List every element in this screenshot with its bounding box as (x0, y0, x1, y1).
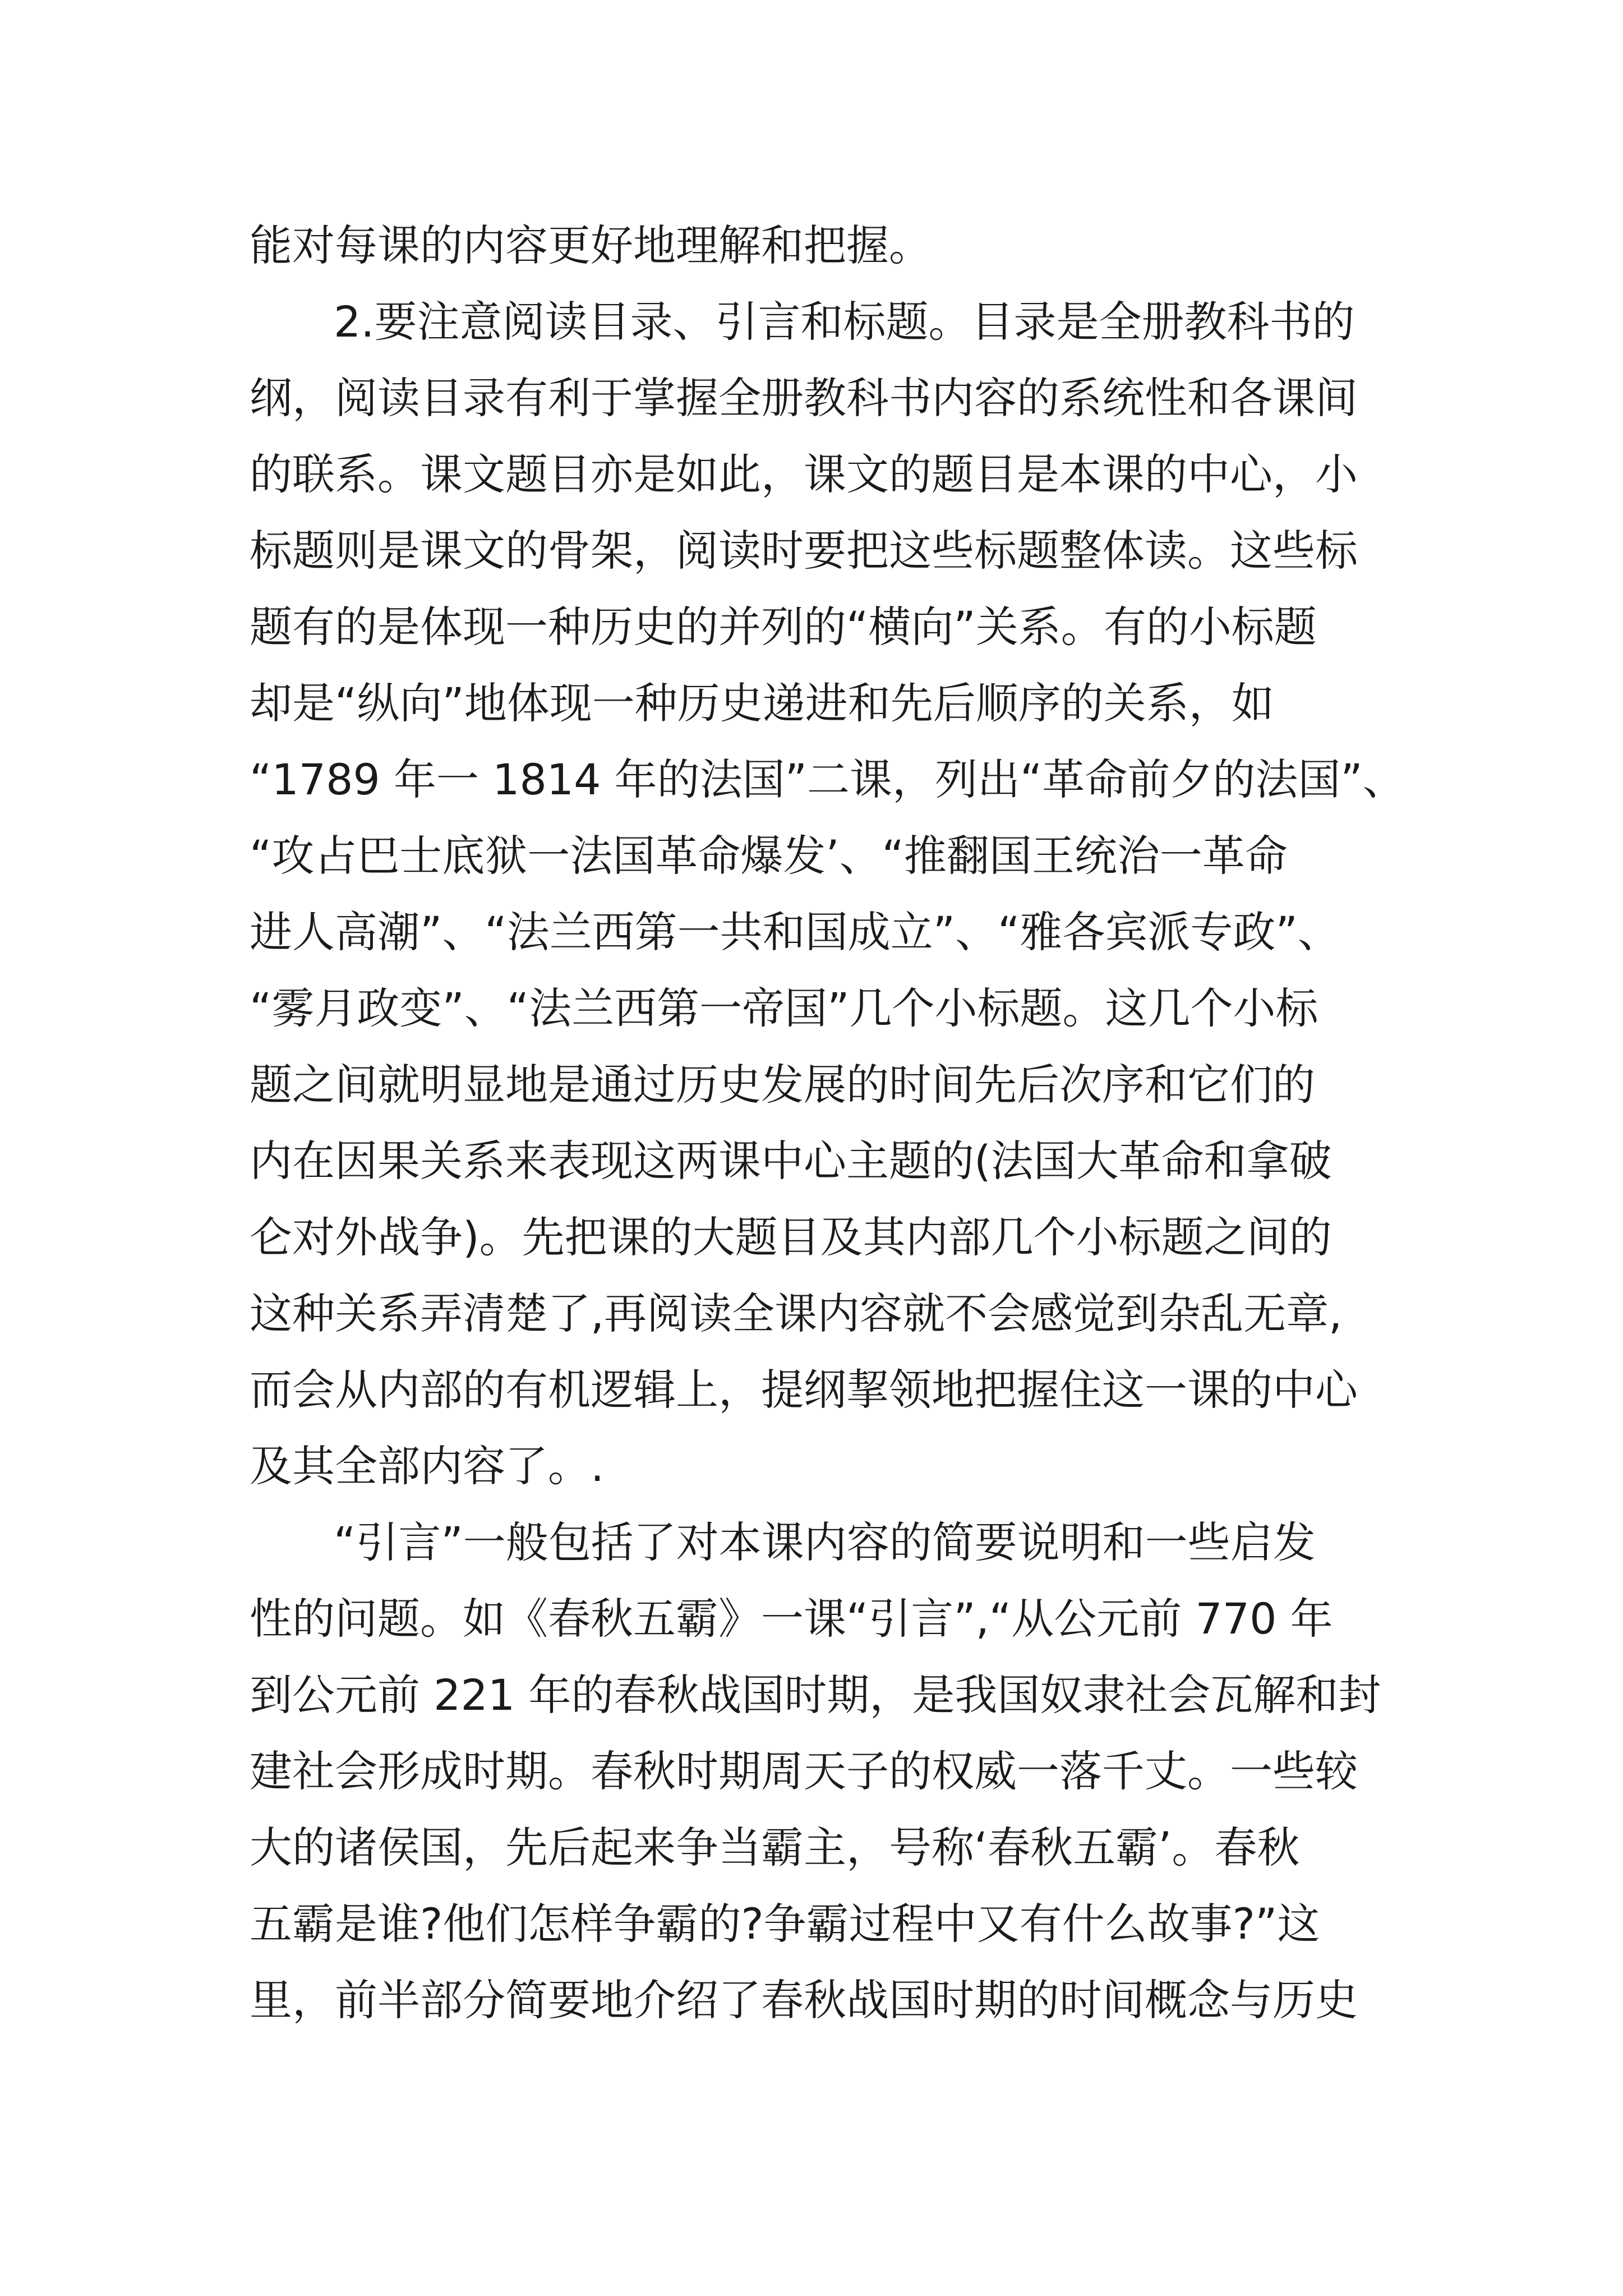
document-body (250, 208, 1405, 2039)
text-line: 建社会形成时期。春秋时期周天子的权威一落千丈。一些较 (250, 1746, 1358, 1796)
text-line: 进人高潮”、“法兰西第一共和国成立”、“雅各宾派专政”、 (250, 907, 1340, 957)
text-line: 性的问题。如《春秋五霸》一课“引言”,“从公元前 770 年 (250, 1594, 1333, 1644)
text-line: 却是“纵向”地体现一种历史递进和先后顺序的关系，如 (250, 678, 1274, 728)
text-line: “引言”一般包括了对本课内容的简要说明和一些启发 (334, 1517, 1316, 1567)
text-line: 仑对外战争)。先把课的大题目及其内部几个小标题之间的 (250, 1212, 1332, 1262)
text-line: 纲，阅读目录有利于掌握全册教科书内容的系统性和各课间 (250, 373, 1358, 423)
text-line: 内在因果关系来表现这两课中心主题的(法国大革命和拿破 (250, 1136, 1332, 1186)
text-line: 能对每课的内容更好地理解和把握。 (250, 220, 932, 270)
text-line: 而会从内部的有机逻辑上，提纲挈领地把握住这一课的中心 (250, 1365, 1358, 1415)
text-line: “1789 年一 1814 年的法国”二课，列出“革命前夕的法国”、 (250, 754, 1405, 804)
text-line: 到公元前 221 年的春秋战国时期，是我国奴隶社会瓦解和封 (250, 1670, 1381, 1720)
text-line: “雾月政变”、“法兰西第一帝国”几个小标题。这几个小标 (250, 983, 1318, 1033)
text-line: 里，前半部分简要地介绍了春秋战国时期的时间概念与历史 (250, 1975, 1358, 2025)
text-line: 五霸是谁?他们怎样争霸的?争霸过程中又有什么故事?”这 (250, 1899, 1320, 1949)
text-line: 题之间就明显地是通过历史发展的时间先后次序和它们的 (250, 1060, 1315, 1110)
text-line: 的联系。课文题目亦是如此，课文的题目是本课的中心，小 (250, 449, 1358, 499)
text-line: 标题则是课文的骨架，阅读时要把这些标题整体读。这些标 (250, 526, 1358, 576)
text-line: 及其全部内容了。. (250, 1441, 605, 1491)
text-line: 大的诸侯国，先后起来争当霸主，号称‘春秋五霸’。春秋 (250, 1823, 1300, 1872)
text-line: 这种关系弄清楚了,再阅读全课内容就不会感觉到杂乱无章, (250, 1289, 1343, 1338)
text-line: 2.要注意阅读目录、引言和标题。目录是全册教科书的 (334, 297, 1355, 347)
text-line: “攻占巴士底狱一法国革命爆发’、“推翻国王统治一革命 (250, 831, 1288, 881)
text-line: 题有的是体现一种历史的并列的“横向”关系。有的小标题 (250, 602, 1317, 652)
